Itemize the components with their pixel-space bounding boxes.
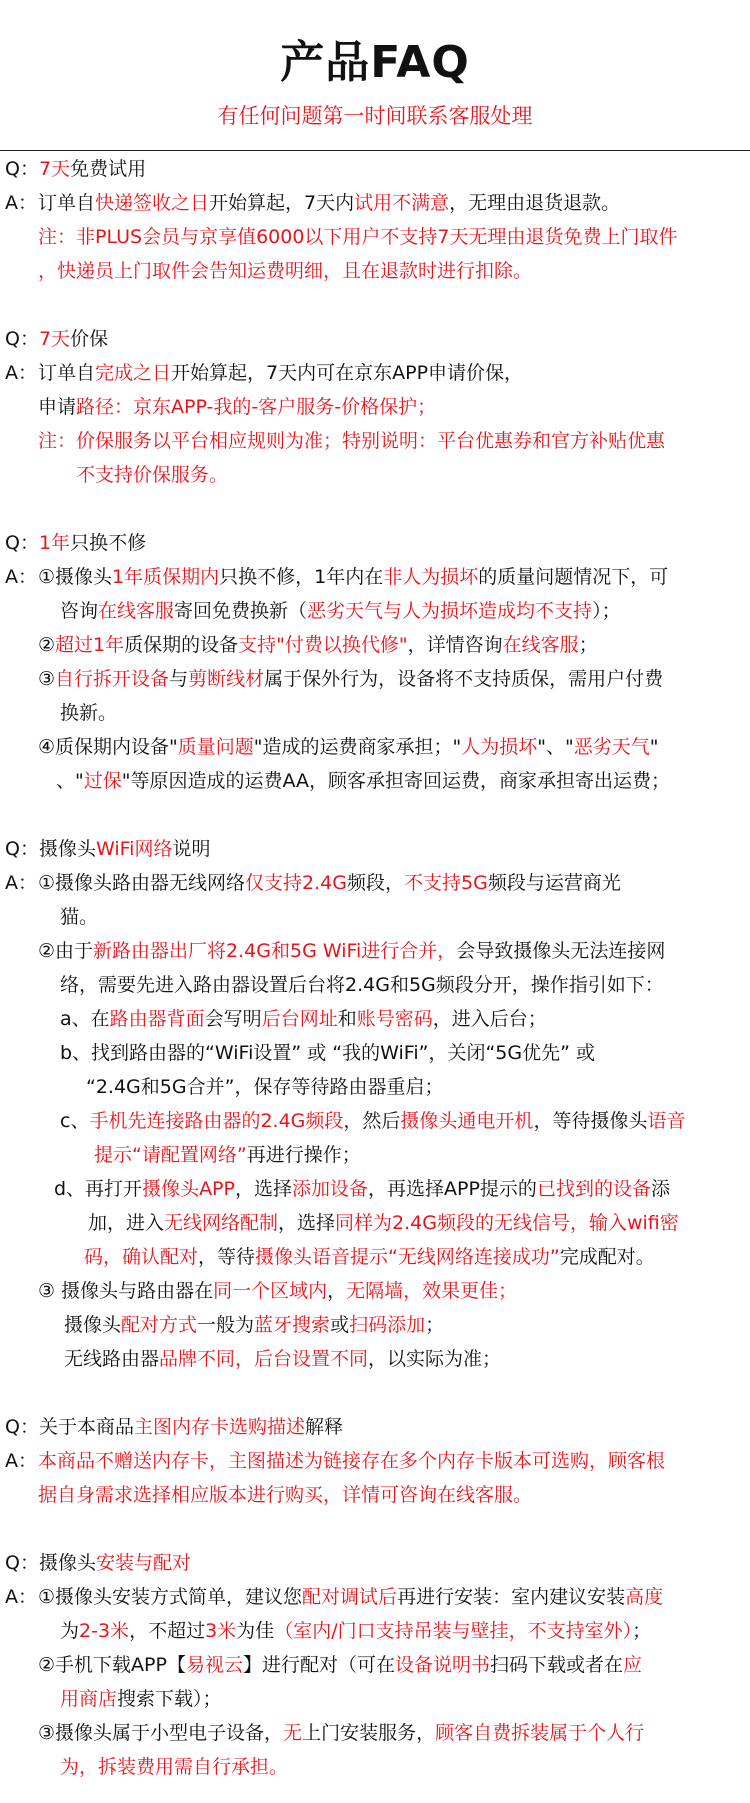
q2-note-line: 不支持价保服务。 — [76, 464, 229, 486]
q2-answer-line: 申请路径：京东APP-我的-客户服务-价格保护； — [38, 396, 437, 418]
q4-step-d: 加，进入无线网络配制，选择同样为2.4G频段的无线信号，输入wifi密 — [88, 1212, 679, 1234]
q4-answer-line: 络，需要先进入路由器设置后台将2.4G和5G频段分开，操作指引如下： — [60, 974, 664, 996]
q6-answer-line: ②手机下载APP【易视云】进行配对（可在设备说明书扫码下载或者在应 — [38, 1654, 643, 1676]
q2-note-line: 注：价保服务以平台相应规则为准；特别说明：平台优惠券和官方补贴优惠 — [38, 430, 666, 452]
q4-step-c: 提示“请配置网络”再进行操作； — [94, 1144, 361, 1166]
q5-answer-label: A： — [5, 1450, 37, 1472]
q1-note-line: ，快递员上门取件会告知运费明细，且在退款时进行扣除。 — [38, 260, 533, 282]
q4-answer-line: 无线路由器品牌不同，后台设置不同，以实际为准； — [64, 1348, 502, 1370]
q4-step-c: c、手机先连接路由器的2.4G频段，然后摄像头通电开机，等待摄像头语音 — [60, 1110, 686, 1132]
q5-question: Q：关于本商品主图内存卡选购描述解释 — [5, 1416, 344, 1438]
q6-answer-label: A： — [5, 1586, 37, 1608]
page-title: 产品FAQ — [280, 37, 470, 88]
q3-answer-label: A： — [5, 566, 37, 588]
q4-step-a: a、在路由器背面会写明后台网址和账号密码，进入后台； — [60, 1008, 547, 1030]
q3-answer-line: 、"过保"等原因造成的运费AA，顾客承担寄回运费，商家承担寄出运费； — [56, 770, 671, 792]
q4-answer-line: ②由于新路由器出厂将2.4G和5G WiFi进行合并，会导致摄像头无法连接网 — [38, 940, 666, 962]
q4-step-b: “2.4G和5G合并”，保存等待路由器重启； — [86, 1076, 444, 1098]
q2-answer-line: 订单自完成之日开始算起，7天内可在京东APP申请价保， — [38, 362, 524, 384]
q4-step-d: 码，确认配对，等待摄像头语音提示“无线网络连接成功”完成配对。 — [84, 1246, 655, 1268]
header-divider — [0, 150, 750, 151]
q6-question: Q：摄像头安装与配对 — [5, 1552, 191, 1574]
q3-answer-line: 换新。 — [60, 702, 118, 724]
q2-question: Q：7天价保 — [5, 328, 109, 350]
q2-answer-label: A： — [5, 362, 37, 384]
q4-answer-line: 猫。 — [60, 906, 99, 928]
q5-answer-line: 本商品不赠送内存卡，主图描述为链接存在多个内存卡版本可选购，顾客根 — [38, 1450, 666, 1472]
q6-answer-line: 为，拆装费用需自行承担。 — [60, 1756, 289, 1778]
q4-step-b: b、找到路由器的“WiFi设置” 或 “我的WiFi”，关闭“5G优先” 或 — [60, 1042, 595, 1064]
q6-answer-line: 为2-3米，不超过3米为佳（室内/门口支持吊装与壁挂，不支持室外）； — [60, 1620, 652, 1642]
q6-answer-line: 用商店搜索下载）； — [60, 1688, 222, 1710]
q3-answer-line: 咨询在线客服寄回免费换新（恶劣天气与人为损坏造成均不支持）； — [60, 600, 621, 622]
q1-question: Q：7天免费试用 — [5, 158, 147, 180]
page-subtitle: 有任何问题第一时间联系客服处理 — [217, 104, 533, 128]
q3-answer-line: ④质保期内设备"质量问题"造成的运费商家承担；"人为损坏"、"恶劣天气" — [38, 736, 659, 758]
q6-answer-line: ③摄像头属于小型电子设备，无上门安装服务，顾客自费拆装属于个人行 — [38, 1722, 645, 1744]
q4-answer-line: ①摄像头路由器无线网络仅支持2.4G频段，不支持5G频段与运营商光 — [38, 872, 621, 894]
q5-answer-line: 据自身需求选择相应版本进行购买，详情可咨询在线客服。 — [38, 1484, 533, 1506]
q4-question: Q：摄像头WiFi网络说明 — [5, 838, 211, 860]
q1-note-line: 注：非PLUS会员与京享值6000以下用户不支持7天无理由退货免费上门取件 — [38, 226, 678, 248]
q3-answer-line: ③自行拆开设备与剪断线材属于保外行为，设备将不支持质保，需用户付费 — [38, 668, 664, 690]
q3-answer-line: ②超过1年质保期的设备支持"付费以换代修"，详情咨询在线客服； — [38, 634, 598, 656]
q1-answer-label: A： — [5, 192, 37, 214]
q4-answer-line: ③ 摄像头与路由器在同一个区域内，无隔墙，效果更佳； — [38, 1280, 518, 1302]
q6-answer-line: ①摄像头安装方式简单，建议您配对调试后再进行安装：室内建议安装高度 — [38, 1586, 664, 1608]
q3-answer-line: ①摄像头1年质保期内只换不修，1年内在非人为损坏的质量问题情况下，可 — [38, 566, 669, 588]
q1-answer-line: 订单自快递签收之日开始算起，7天内试用不满意，无理由退货退款。 — [38, 192, 621, 214]
q4-step-d: d、再打开摄像头APP，选择添加设备，再选择APP提示的已找到的设备添 — [54, 1178, 670, 1200]
q4-answer-label: A： — [5, 872, 37, 894]
q4-answer-line: 摄像头配对方式一般为蓝牙搜索或扫码添加； — [64, 1314, 445, 1336]
q3-question: Q：1年只换不修 — [5, 532, 147, 554]
